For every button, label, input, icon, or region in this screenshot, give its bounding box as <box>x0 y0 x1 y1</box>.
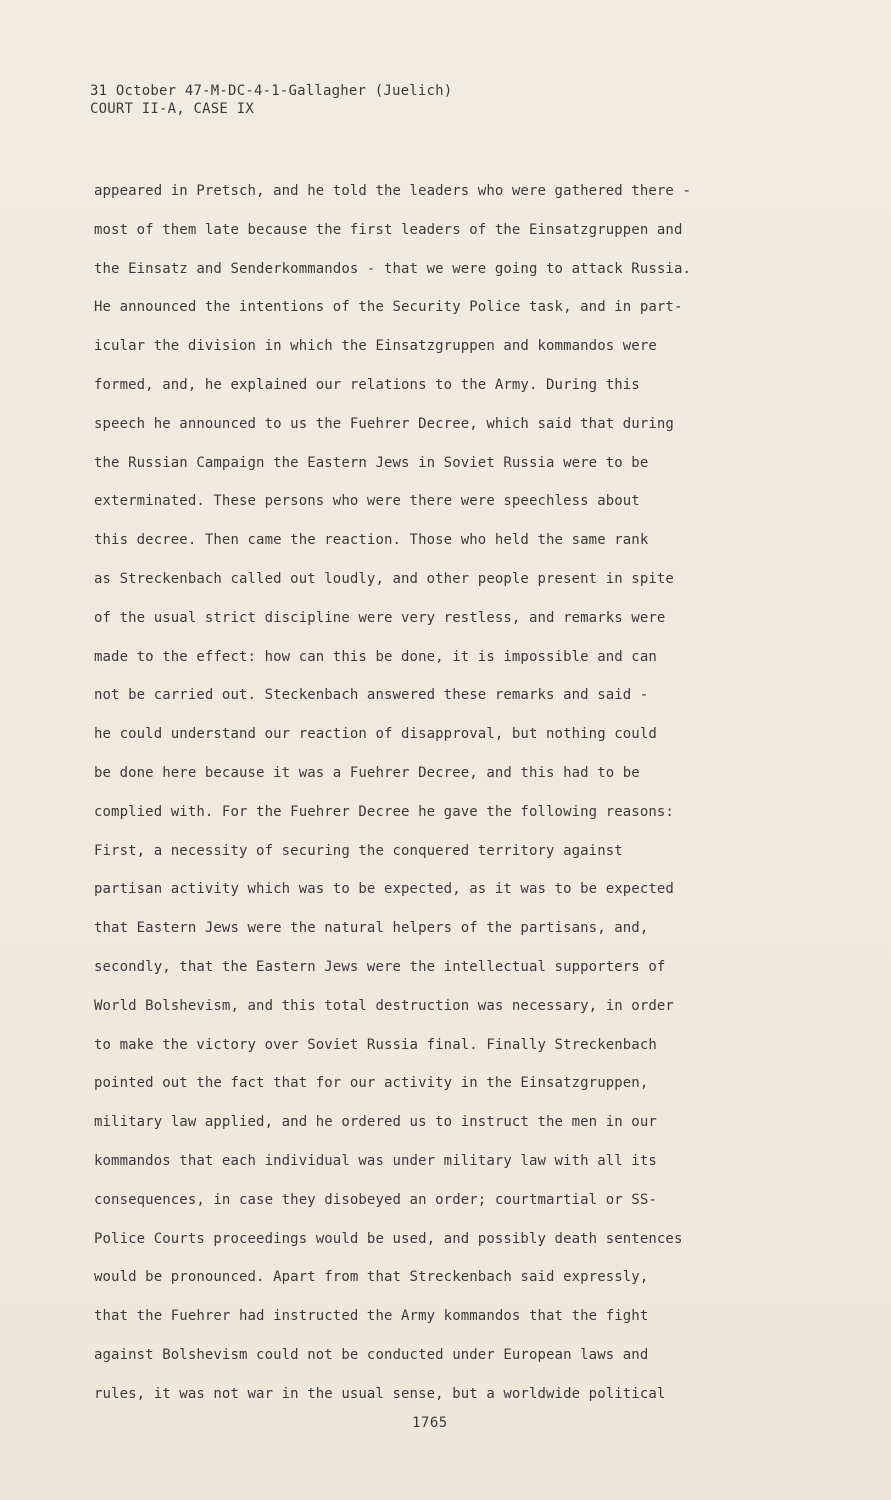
text-line: appeared in Pretsch, and he told the leaders who were gathered there - <box>94 183 692 199</box>
text-line: would be pronounced. Apart from that Streckenbach said expressly, <box>94 1269 649 1286</box>
text-line: He announced the intentions of the Security Police task, and in part- <box>94 299 683 316</box>
text-line: exterminated. These persons who were there were speechless about <box>94 493 640 510</box>
document-header <box>90 82 452 118</box>
text-line: secondly, that the Eastern Jews were the intellectual supporters of <box>94 958 666 975</box>
text-line: of the usual strict discipline were very restless, and remarks were <box>94 609 666 626</box>
text-line: pointed out the fact that for our activity in the Einsatzgruppen, <box>94 1075 649 1092</box>
text-line: icular the division in which the Einsatzgruppen and kommandos were <box>94 338 657 355</box>
text-line: be done here because it was a Fuehrer Decree, and this had to be <box>94 764 640 781</box>
text-line: military law applied, and he ordered us to instruct the men in our <box>94 1114 657 1131</box>
text-line: rules, it was not war in the usual sense, but a worldwide political <box>94 1385 666 1402</box>
text-line: not be carried out. Steckenbach answered these remarks and said - <box>94 687 649 704</box>
text-line: Police Courts proceedings would be used, and possibly death sentences <box>94 1230 683 1247</box>
text-line: most of them late because the first leaders of the Einsatzgruppen and <box>94 221 683 238</box>
header-date-reference: 31 October 47-M-DC-4-1-Gallagher (Juelich) <box>90 83 453 99</box>
text-line: to make the victory over Soviet Russia final. Finally Streckenbach <box>94 1036 657 1053</box>
text-line: complied with. For the Fuehrer Decree he gave the following reasons: <box>94 803 674 820</box>
text-line: kommandos that each individual was under military law with all its <box>94 1152 657 1169</box>
header-court-case: COURT II-A, CASE IX <box>90 101 254 117</box>
text-line: made to the effect: how can this be done, it is impossible and can <box>94 648 657 665</box>
text-line: this decree. Then came the reaction. Those who held the same rank <box>94 532 649 549</box>
text-line: speech he announced to us the Fuehrer Decree, which said that during <box>94 415 674 432</box>
text-line: First, a necessity of securing the conquered territory against <box>94 842 623 859</box>
transcript-body <box>94 172 794 1414</box>
text-line: formed, and, he explained our relations to the Army. During this <box>94 376 640 393</box>
text-line: the Russian Campaign the Eastern Jews in Soviet Russia were to be <box>94 454 649 471</box>
text-line: that the Fuehrer had instructed the Army kommandos that the fight <box>94 1308 649 1325</box>
text-line: that Eastern Jews were the natural helpers of the partisans, and, <box>94 920 649 937</box>
text-line: as Streckenbach called out loudly, and other people present in spite <box>94 570 674 587</box>
text-line: World Bolshevism, and this total destruction was necessary, in order <box>94 997 674 1014</box>
text-line: partisan activity which was to be expected, as it was to be expected <box>94 881 674 898</box>
text-line: against Bolshevism could not be conducted under European laws and <box>94 1346 649 1363</box>
text-line: he could understand our reaction of disapproval, but nothing could <box>94 726 657 743</box>
text-line: consequences, in case they disobeyed an order; courtmartial or SS- <box>94 1191 657 1208</box>
text-line: the Einsatz and Senderkommandos - that we were going to attack Russia. <box>94 260 692 277</box>
page-number: 1765 <box>412 1415 448 1431</box>
